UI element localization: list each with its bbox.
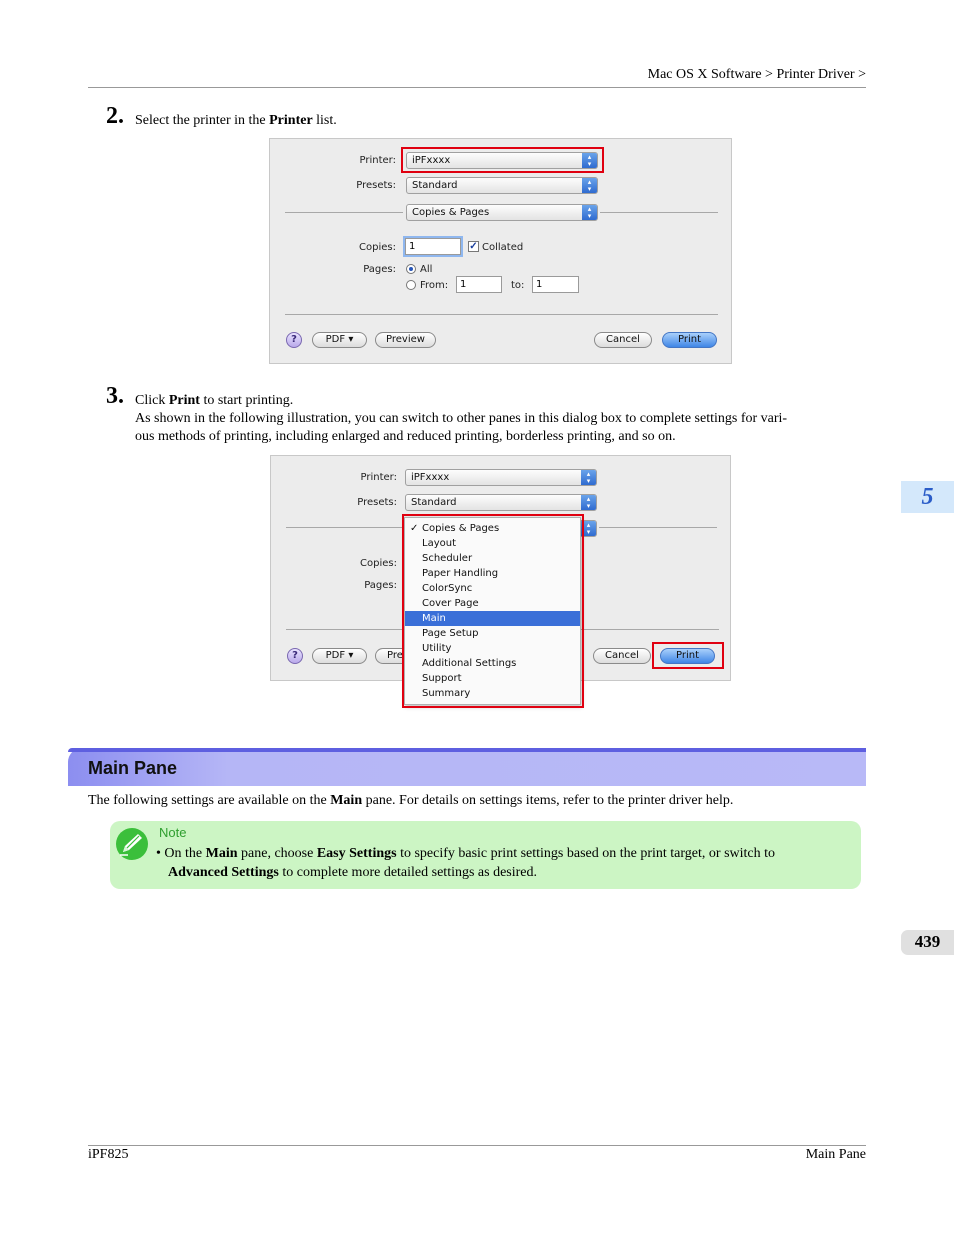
help-button[interactable]: ?	[287, 648, 303, 664]
footer-model: iPF825	[88, 1147, 129, 1162]
presets-label: Presets:	[356, 180, 396, 191]
popup-arrows-icon: ▴ ▾	[582, 205, 597, 220]
header-divider	[88, 87, 866, 88]
page-number: 439	[914, 932, 941, 951]
pdf-button[interactable]: PDF ▾	[312, 332, 367, 348]
pdf-button[interactable]: PDF ▾	[312, 648, 367, 664]
popup-arrows-icon: ▴ ▾	[582, 153, 597, 168]
preview-button[interactable]: Pre	[375, 648, 415, 664]
step-number: 2.	[106, 103, 124, 129]
copies-label: Copies:	[359, 242, 396, 253]
section-title: Main Pane	[88, 758, 178, 778]
menu-item-utility[interactable]: Utility	[422, 643, 452, 654]
help-button[interactable]: ?	[286, 332, 302, 348]
section-heading-accent	[68, 748, 866, 752]
step-number: 3.	[106, 383, 124, 409]
popup-arrows-icon: ▴ ▾	[581, 521, 596, 536]
presets-label: Presets:	[357, 497, 397, 508]
cancel-button[interactable]: Cancel	[594, 332, 652, 348]
menu-item-colorsync[interactable]: ColorSync	[422, 583, 473, 594]
menu-item-scheduler[interactable]: Scheduler	[422, 553, 473, 564]
menu-item-cover-page[interactable]: Cover Page	[422, 598, 479, 609]
printer-label: Printer:	[360, 472, 397, 483]
section-body: The following settings are available on the Main pane. For details on settings items, refer to the printer driver help.	[88, 793, 734, 808]
header-breadcrumb: Mac OS X Software > Printer Driver >	[647, 67, 866, 82]
chapter-tab[interactable]	[901, 481, 954, 513]
note-pencil-icon	[114, 826, 150, 862]
separator	[285, 314, 718, 315]
menu-item-support[interactable]: Support	[422, 673, 462, 684]
popup-arrows-icon: ▴ ▾	[582, 178, 597, 193]
step-text: Select the printer in the Printer list.	[135, 113, 337, 128]
collated-label: Collated	[482, 242, 524, 253]
print-button[interactable]: Print	[660, 648, 715, 664]
all-label: All	[420, 264, 433, 275]
pages-label: Pages:	[363, 264, 396, 275]
printer-popup[interactable]: iPFxxxx ▴ ▾	[405, 469, 597, 486]
printer-popup[interactable]: iPFxxxx ▴ ▾	[406, 152, 598, 169]
printer-label: Printer:	[359, 155, 396, 166]
cancel-button[interactable]: Cancel	[593, 648, 651, 664]
print-button[interactable]: Print	[662, 332, 717, 348]
popup-arrows-icon: ▴ ▾	[581, 495, 596, 510]
pages-all-radio[interactable]	[406, 264, 416, 274]
print-dialog-copies-pages	[269, 138, 732, 364]
printer-highlight-box	[401, 147, 604, 173]
menu-item-layout[interactable]: Layout	[422, 538, 456, 549]
pages-from-radio[interactable]	[406, 280, 416, 290]
from-input[interactable]: 1	[456, 276, 502, 293]
menu-item-additional-settings[interactable]: Additional Settings	[422, 658, 517, 669]
copies-label: Copies:	[360, 558, 397, 569]
separator	[286, 527, 404, 528]
collated-checkbox[interactable]: ✓	[469, 241, 478, 252]
note-text: • On the Main pane, choose Easy Settings to specify basic print settings based on the print target, or switch to Advanced Settings to complete more detailed settings as desired.	[156, 846, 776, 880]
copies-input[interactable]: 1	[405, 238, 461, 255]
step-text: Click Print to start printing. As shown in the following illustration, you can switch to other panes in this dialog box to complete settings for vari- ous methods of printing, including enlarged and reduced printing, borderless printing, and so on.	[135, 393, 788, 444]
separator	[285, 212, 403, 213]
to-input[interactable]: 1	[532, 276, 579, 293]
from-label: From:	[420, 280, 449, 291]
menu-item-summary[interactable]: Summary	[422, 688, 471, 699]
check-icon: ✓	[410, 523, 419, 534]
footer-section: Main Pane	[805, 1147, 866, 1162]
presets-popup[interactable]: Standard ▴ ▾	[406, 177, 598, 194]
menu-item-page-setup[interactable]: Page Setup	[422, 628, 479, 639]
pane-popup[interactable]: Copies & Pages ▴ ▾	[406, 204, 598, 221]
separator	[600, 212, 718, 213]
page-number-tab	[901, 930, 954, 955]
menu-item-copies-pages[interactable]: ✓ Copies & Pages	[410, 523, 500, 534]
print-highlight-box	[652, 642, 724, 669]
popup-arrows-icon: ▴ ▾	[581, 470, 596, 485]
menu-highlight-box	[402, 514, 584, 708]
to-label: to:	[511, 280, 525, 291]
menu-item-paper-handling[interactable]: Paper Handling	[422, 568, 499, 579]
footer-divider	[88, 1145, 866, 1146]
note-label: Note	[159, 825, 187, 840]
menu-item-main[interactable]: Main	[405, 611, 580, 626]
preview-button[interactable]: Preview	[375, 332, 436, 348]
separator	[599, 527, 717, 528]
chapter-number: 5	[921, 484, 934, 510]
section-heading-bar	[68, 748, 866, 786]
presets-popup[interactable]: Standard ▴ ▾	[405, 494, 597, 511]
pages-label: Pages:	[364, 580, 397, 591]
